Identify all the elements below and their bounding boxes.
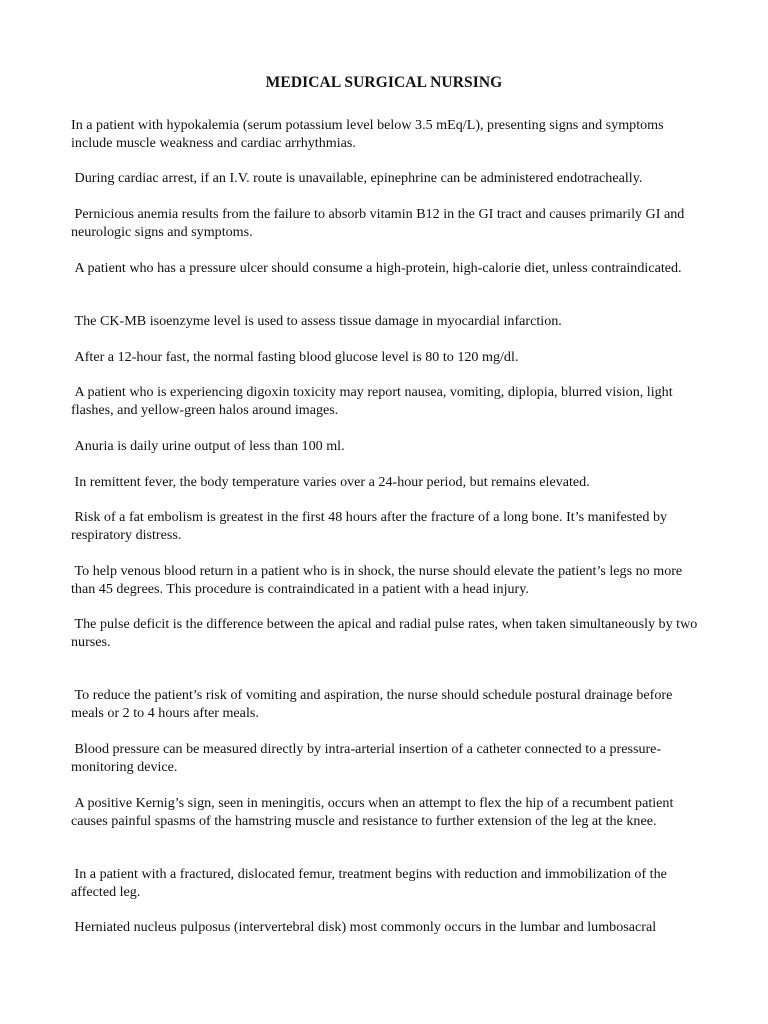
paragraph-pressure-ulcer: A patient who has a pressure ulcer should consume a high-protein, high-calorie diet, unless contraindicated. xyxy=(71,260,682,276)
paragraph-herniated-disk: Herniated nucleus pulposus (intervertebral disk) most commonly occurs in the lumbar and lumbosacral xyxy=(71,919,657,935)
paragraph-shock: To help venous blood return in a patient who is in shock, the nurse should elevate the patient’s legs no more than 45 degrees. This procedure is contraindicated in a patient with a head injury. xyxy=(71,563,686,597)
paragraph-anuria: Anuria is daily urine output of less than 100 ml. xyxy=(71,438,345,454)
paragraph-kernig-sign: A positive Kernig’s sign, seen in meningitis, occurs when an attempt to flex the hip of a recumbent patient causes painful spasms of the hamstring muscle and resistance to further extension of the leg at the knee. xyxy=(71,795,677,829)
paragraph-hypokalemia: In a patient with hypokalemia (serum potassium level below 3.5 mEq/L), presenting signs and symptoms include muscle weakness and cardiac arrhythmias. xyxy=(71,117,668,151)
paragraph-digoxin-toxicity: A patient who is experiencing digoxin toxicity may report nausea, vomiting, diplopia, blurred vision, light flashes, and yellow-green halos around images. xyxy=(71,384,677,418)
paragraph-pulse-deficit: The pulse deficit is the difference between the apical and radial pulse rates, when taken simultaneously by two nurses. xyxy=(71,616,701,650)
paragraph-pernicious-anemia: Pernicious anemia results from the failure to absorb vitamin B12 in the GI tract and causes primarily GI and neurologic signs and symptoms. xyxy=(71,206,688,240)
paragraph-cardiac-arrest: During cardiac arrest, if an I.V. route is unavailable, epinephrine can be administered endotracheally. xyxy=(71,170,643,186)
page-title: MEDICAL SURGICAL NURSING xyxy=(265,74,503,91)
paragraph-fat-embolism: Risk of a fat embolism is greatest in the first 48 hours after the fracture of a long bone. It’s manifested by respiratory distress. xyxy=(71,509,671,543)
paragraph-femur: In a patient with a fractured, dislocated femur, treatment begins with reduction and immobilization of the affected leg. xyxy=(71,866,671,900)
paragraph-fasting-glucose: After a 12-hour fast, the normal fasting blood glucose level is 80 to 120 mg/dl. xyxy=(71,349,519,365)
paragraph-postural-drainage: To reduce the patient’s risk of vomiting and aspiration, the nurse should schedule postural drainage before meals or 2 to 4 hours after meals. xyxy=(71,687,676,721)
paragraph-blood-pressure: Blood pressure can be measured directly by intra-arterial insertion of a catheter connected to a pressure-monitoring device. xyxy=(71,741,662,775)
paragraph-remittent-fever: In remittent fever, the body temperature varies over a 24-hour period, but remains elevated. xyxy=(71,474,590,490)
paragraph-ck-mb: The CK-MB isoenzyme level is used to assess tissue damage in myocardial infarction. xyxy=(71,313,562,329)
